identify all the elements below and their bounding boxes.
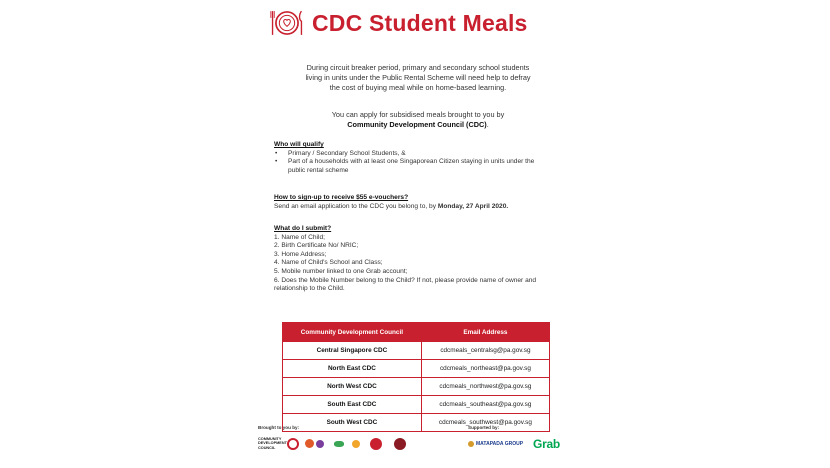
apply-org: Community Development Council (CDC) [347,120,487,129]
table-row [283,360,550,378]
partner-logos [258,437,406,450]
signup-section [274,194,564,211]
submit-item: 2. Birth Certificate No/ NRIC; [274,242,359,250]
partner-crest-icon [394,438,406,450]
supporter-logos [468,437,560,451]
table-header-row [283,323,550,342]
table-row [283,342,550,360]
submit-item: 1. Name of Child; [274,233,325,241]
qualify-section [274,141,564,175]
qualify-item: • Part of a households with at least one Singaporean Citizen staying in units under the public rental scheme [274,158,550,175]
table-row [283,378,550,396]
cdc-ring-logo-icon [287,438,299,450]
submit-item: 5. Mobile number linked to one Grab account; [274,267,408,275]
cdc-name: Central Singapore CDC [283,342,422,360]
poster [258,0,570,468]
cdc-email: cdcmeals_southeast@pa.gov.sg [421,396,549,414]
meal-plate-heart-icon [270,6,304,40]
matapada-logo: MATAPADA GROUP [476,441,524,447]
matapada-logo-icon [468,441,474,447]
signup-deadline: Monday, 27 April 2020. [437,202,509,210]
signup-heading: How to sign-up to receive $55 e-vouchers? [274,194,409,201]
cdc-name: South West CDC [283,414,422,432]
apply-text [280,110,556,130]
table-row [283,414,550,432]
cdc-email: cdcmeals_northwest@pa.gov.sg [421,378,549,396]
partner-logo-icon [334,441,344,447]
cdc-email-table [282,322,550,432]
signup-text: Send an email application to the CDC you belong to, by [274,202,437,210]
brought-by-label: Brought to you by: [258,425,300,430]
supported-by-label: Supported by: [468,425,500,430]
partner-crest-icon [370,438,382,450]
intro-line: the cost of buying meal while on home-based learning. [329,83,507,93]
partner-logo-icon [352,440,360,448]
qualify-heading: Who will qualify [274,141,324,148]
intro-line: During circuit breaker period, primary and secondary school students [306,63,530,72]
submit-item: 3. Home Address; [274,250,327,258]
intro-text [280,63,556,94]
partner-logo-icon [305,439,314,448]
partner-logo-icon [316,440,324,448]
title-row [270,6,528,40]
cdc-name: North West CDC [283,378,422,396]
qualify-item: • Primary / Secondary School Students, & [274,150,564,159]
cdc-logo: COMMUNITY DEVELOPMENT COUNCIL [258,437,287,450]
submit-item: 6. Does the Mobile Number belong to the Child? If not, please provide name of owner and relationship to the Child. [274,276,537,293]
submit-heading: What do I submit? [274,225,332,232]
column-header: Email Address [421,323,549,342]
apply-end: . [486,120,489,129]
submit-item: 4. Name of Child's School and Class; [274,259,383,267]
column-header: Community Development Council [283,323,422,342]
grab-logo: Grab [533,437,560,451]
table-row [283,396,550,414]
cdc-name: North East CDC [283,360,422,378]
cdc-email: cdcmeals_centralsg@pa.gov.sg [421,342,549,360]
apply-line: You can apply for subsidised meals brought to you by [331,110,505,119]
cdc-email: cdcmeals_southwest@pa.gov.sg [421,414,549,432]
cdc-name: South East CDC [283,396,422,414]
cdc-email: cdcmeals_northeast@pa.gov.sg [421,360,549,378]
submit-section [274,225,564,294]
page-title: CDC Student Meals [312,9,528,36]
intro-line: living in units under the Public Rental Scheme will need help to defray [305,73,531,83]
